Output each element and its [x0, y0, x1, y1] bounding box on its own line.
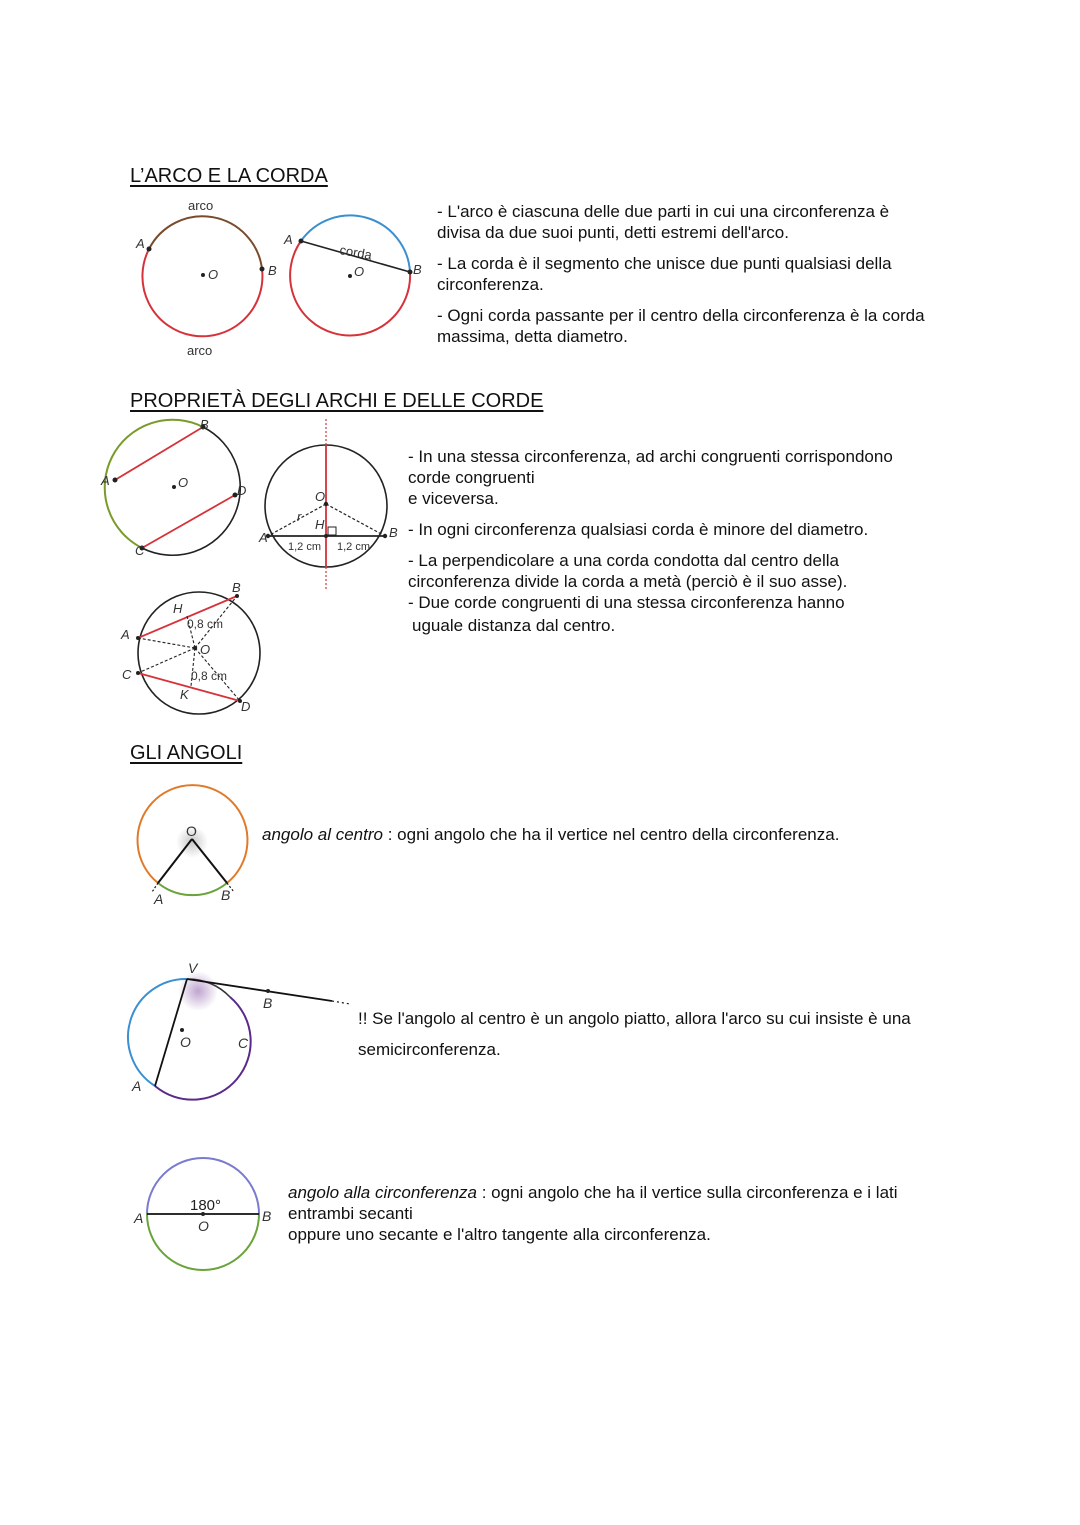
property-congruent-arcs: - In una stessa circonferenza, ad archi congruenti corrispondono corde congruenti [408, 447, 893, 487]
term-central-angle: angolo al centro [262, 825, 383, 844]
label-h: H [315, 517, 325, 532]
chord-va [155, 979, 187, 1086]
label-a: A [101, 473, 110, 488]
chord-cd [142, 495, 235, 548]
definition-central-angle: : ogni angolo che ha il vertice nel centro della circonferenza. [382, 825, 840, 844]
arc-left [105, 420, 203, 548]
point-a [147, 247, 152, 252]
point-b [266, 989, 270, 993]
label-a: A [121, 627, 130, 642]
label-b: B [268, 263, 277, 278]
arc-blue [128, 979, 187, 1086]
label-c: C [135, 543, 145, 558]
inscribed-angle-text [288, 1182, 968, 1245]
central-angle-text [262, 824, 962, 845]
label-r: r [297, 509, 302, 524]
label-c: C [238, 1035, 249, 1051]
label-angle: 180° [190, 1197, 222, 1214]
arc-minor [158, 883, 227, 895]
label-a: A [154, 891, 164, 907]
arc-right [142, 427, 240, 555]
right-angle-mark [328, 527, 336, 535]
point-b [408, 270, 413, 275]
label-v: V [188, 960, 198, 976]
property-distance-end: uguale distanza dal centro. [412, 616, 616, 635]
label-a: A [284, 232, 293, 247]
label-a: A [259, 530, 268, 545]
label-chord: corda [338, 242, 374, 263]
distance-top: 0,8 cm [187, 617, 224, 631]
arc-top [149, 216, 262, 269]
property-perpendicular: - La perpendicolare a una corda condotta dal centro della circonferenza divide la corda a metà (perciò è il suo asse). [408, 551, 848, 591]
tangent-ext [332, 1001, 350, 1004]
measure-left: 1,2 cm [288, 541, 322, 553]
label-b: B [232, 580, 241, 595]
label-b: B [200, 417, 209, 432]
label-d: D [237, 483, 247, 498]
center-point [180, 1028, 184, 1032]
label-o: O [186, 823, 197, 839]
section-title-properties: PROPRIETÀ DEGLI ARCHI E DELLE CORDE [130, 390, 544, 412]
figure-chord-distance [115, 575, 275, 720]
label-a: A [136, 236, 145, 251]
figure-chord [280, 210, 430, 345]
label-b: B [389, 525, 398, 540]
label-o: O [354, 264, 365, 279]
center-point [193, 646, 197, 650]
label-o: O [315, 489, 326, 504]
flat-angle-note: !! Se l'angolo al centro è un angolo piatto, allora l'arco su cui insiste è una semicirconferenza. [358, 1009, 911, 1059]
figure-inscribed-angle [130, 1155, 280, 1280]
arc-bottom [142, 249, 262, 336]
radius-ob [326, 504, 385, 536]
label-d: D [241, 699, 251, 714]
property-vice-versa: e viceversa. [408, 489, 499, 508]
label-o: O [208, 267, 219, 282]
section-title-arc-chord: L’ARCO E LA CORDA [130, 165, 328, 187]
center-point [348, 274, 352, 278]
term-inscribed-angle: angolo alla circonferenza [288, 1183, 478, 1202]
property-diameter: - In ogni circonferenza qualsiasi corda è minore del diametro. [408, 520, 869, 539]
label-a: A [132, 1078, 142, 1094]
arc-chord-text [437, 201, 937, 347]
figure-arc [128, 195, 288, 363]
arc-definition: - L'arco è ciascuna delle due parti in cui una circonferenza è divisa da due suoi punti, detti estremi dell'arco. [437, 202, 890, 242]
label-b: B [262, 1208, 272, 1224]
point-a [299, 239, 304, 244]
property-distance: - Due corde congruenti di una stessa circonferenza hanno [408, 593, 845, 612]
label-h: H [173, 601, 183, 616]
figure-perpendicular [255, 415, 405, 595]
label-c: C [122, 667, 132, 682]
distance-bottom: 0,8 cm [191, 669, 228, 683]
definition-inscribed-angle: : ogni angolo che ha il vertice sulla circonferenza e i lati entrambi secanti [288, 1183, 898, 1223]
label-b: B [413, 262, 422, 277]
label-arc-top: arco [188, 198, 214, 213]
center-point [201, 273, 205, 277]
arc-purple [155, 997, 251, 1100]
point-b [383, 534, 387, 538]
label-b: B [221, 887, 231, 903]
point-h [324, 534, 328, 538]
chord-definition: - La corda è il segmento che unisce due punti qualsiasi della circonferenza. [437, 254, 892, 294]
ray-ob [192, 839, 227, 883]
point-c [136, 671, 140, 675]
properties-text [408, 446, 948, 636]
ray-oa [158, 839, 192, 883]
figure-central-angle [130, 780, 260, 915]
point-a [113, 478, 118, 483]
label-o: O [200, 642, 211, 657]
inscribed-line-1 [288, 1182, 948, 1224]
label-o: O [178, 475, 189, 490]
figure-flat-angle-tangent [122, 955, 354, 1095]
label-k: K [180, 687, 189, 702]
figure-congruent-chords [100, 415, 260, 560]
point-a [136, 636, 140, 640]
label-arc-bottom: arco [187, 343, 213, 358]
label-o: O [180, 1034, 191, 1050]
label-o: O [198, 1218, 209, 1234]
measure-right: 1,2 cm [337, 541, 371, 553]
section-title-angles: GLI ANGOLI [130, 742, 243, 764]
label-a: A [134, 1210, 144, 1226]
label-b: B [263, 995, 273, 1011]
center-point [172, 485, 176, 489]
point-b [260, 267, 265, 272]
inscribed-line-2: oppure uno secante e l'altro tangente alla circonferenza. [288, 1225, 711, 1244]
diameter-definition: - Ogni corda passante per il centro della circonferenza è la corda massima, detta diametro. [437, 306, 925, 346]
